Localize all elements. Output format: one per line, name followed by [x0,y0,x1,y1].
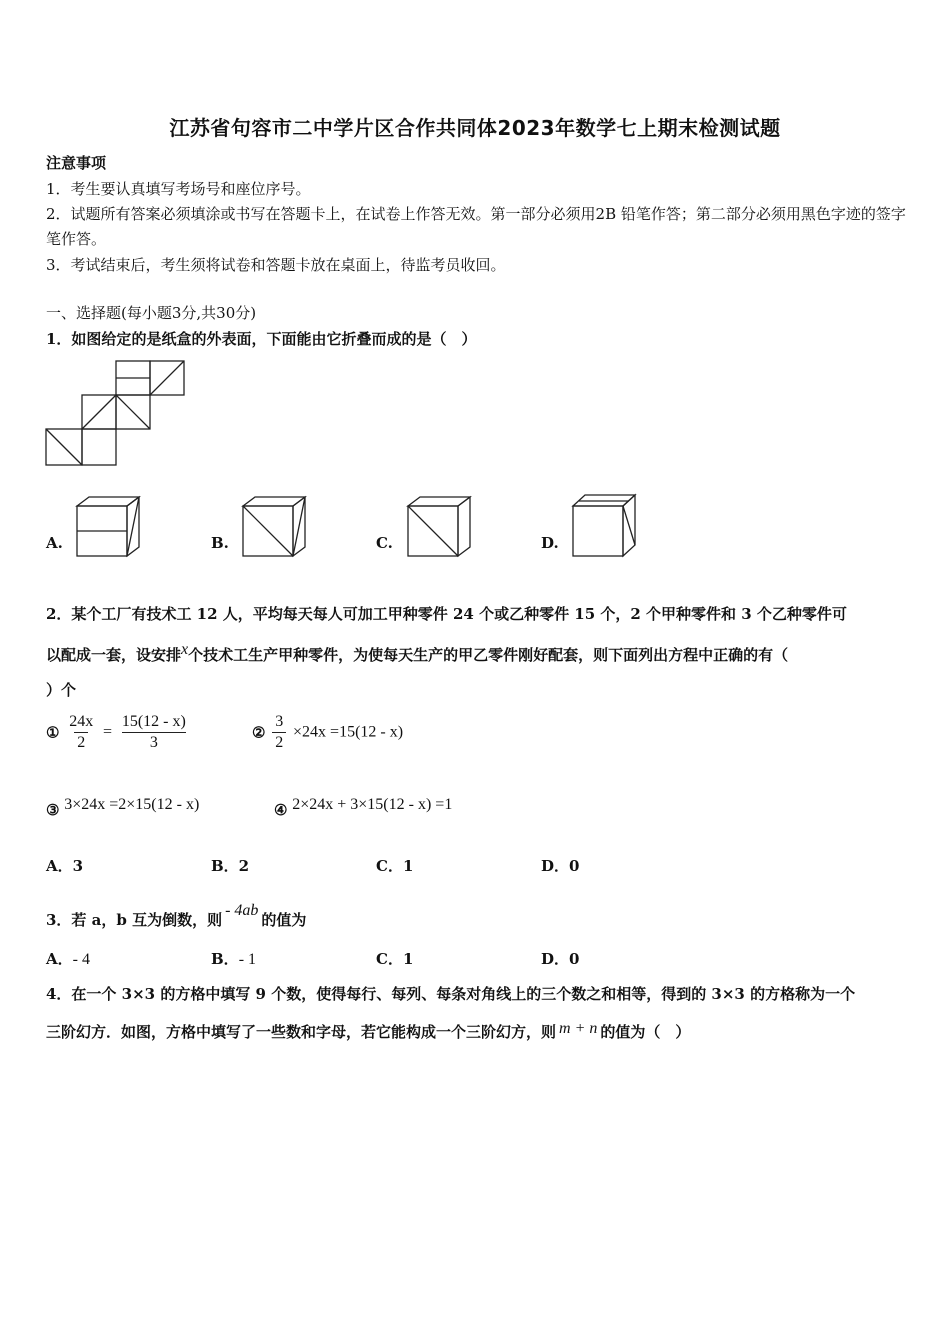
eq1-right-den: 3 [122,732,186,753]
eq4-expr: 2×24x + 3×15(12 - x) =1 [292,796,453,813]
q1-option-c-cube[interactable] [405,494,475,560]
question-2-line-3: ）个 [46,681,77,699]
net-face [82,429,116,465]
q1-option-d-label: D. [541,534,559,552]
net-diagonal [82,395,116,429]
net-diagonal [116,395,150,429]
eq-label: ④ [274,801,288,819]
eq-label: ② [252,723,266,742]
q2-text: 个技术工生产甲种零件，为使每天生产的甲乙零件刚好配套，则下面列出方程中正确的有（ [188,646,789,664]
question-3-stem [46,902,306,930]
q2-choice-d[interactable]: D．0 [541,857,580,875]
q3-choice-value: - 1 [238,951,257,968]
eq1-left-num: 24x [69,713,94,730]
q3-choice-a[interactable] [46,948,90,969]
q2-equation-2 [252,712,403,753]
section-heading: 一、选择题(每小题3分,共30分) [46,304,257,322]
q2-choice-b[interactable]: B．2 [211,857,250,875]
q3-choice-b[interactable] [211,948,256,969]
eq2-num: 3 [275,713,284,730]
eq3-expr: 3×24x =2×15(12 - x) [64,796,200,813]
eq1-left-fraction [66,712,96,753]
eq1-right-fraction [119,712,189,753]
question-1-stem: 1．如图给定的是纸盒的外表面，下面能由它折叠而成的是（ ） [46,330,477,348]
eq2-rest: ×24x =15(12 - x) [293,723,404,741]
q3-choice-c[interactable] [376,948,413,969]
q3-choice-label: A． [46,950,73,968]
q2-choice-a[interactable]: A．3 [46,857,84,875]
eq1-equals: = [103,723,113,741]
eq2-den: 2 [272,732,286,753]
q3-choice-label: D． [541,950,570,968]
eq1-left-den: 2 [74,732,88,753]
net-diagonal [150,361,184,395]
q4-expression: m + n [559,1020,598,1037]
question-4-line-1: 4．在一个 3×3 的方格中填写 9 个数，使得每行、每列、每条对角线上的三个数之和相等，得到的 3×3 的方格称为一个 [46,985,856,1003]
q1-option-b-label: B. [211,534,229,552]
q2-choice-c[interactable]: C．1 [376,857,414,875]
notice-heading: 注意事项 [46,154,107,172]
q1-option-a-label: A. [46,534,63,552]
cube-net-figure [44,358,194,468]
q3-expression: - 4ab [225,902,259,919]
q2-text: 以配成一套，设安排 [46,646,182,664]
q3-choice-value: 1 [402,950,414,968]
question-4-line-2 [46,1020,690,1042]
q3-text: 的值为 [261,911,307,929]
q3-text: 3．若 a，b 互为倒数，则 [46,911,223,929]
notice-item: 2．试题所有答案必须填涂或书写在答题卡上，在试卷上作答无效。第一部分必须用2B 铅笔作答；第二部分必须用黑色字迹的签字笔作答。 [46,205,906,248]
net-diagonal [46,429,82,465]
eq2-fraction [272,712,286,753]
q3-choice-label: C． [376,950,403,968]
q4-text: 三阶幻方．如图，方格中填写了一些数和字母，若它能构成一个三阶幻方，则 [46,1023,557,1041]
q3-choice-value: 0 [569,950,580,968]
q1-option-a-cube[interactable] [74,494,144,560]
q3-choice-label: B． [211,950,239,968]
question-2-line-2 [46,641,788,665]
q1-option-c-label: C. [376,534,393,552]
eq-label: ① [46,723,60,742]
q2-equation-4 [274,795,452,819]
eq-label: ③ [46,801,60,819]
eq1-right-num: 15(12 - x) [121,713,186,730]
q3-choice-value: - 4 [72,951,90,968]
notice-item: 1．考生要认真填写考场号和座位序号。 [46,180,311,198]
page-title: 江苏省句容市二中学片区合作共同体2023年数学七上期末检测试题 [169,116,781,140]
q2-equation-3 [46,795,199,819]
q1-option-d-cube[interactable] [570,490,644,560]
question-2-line-1: 2．某个工厂有技术工 12 人，平均每天每人可加工甲种零件 24 个或乙种零件 15 个，2 个甲种零件和 3 个乙种零件可 [46,605,847,623]
q3-choice-d[interactable] [541,948,579,969]
q2-variable-x: x [181,641,189,658]
q1-option-b-cube[interactable] [240,494,310,560]
notice-item: 3．考试结束后，考生须将试卷和答题卡放在桌面上，待监考员收回。 [46,256,506,274]
q4-text: 的值为（ ） [600,1023,691,1041]
q2-equation-1 [46,712,191,753]
